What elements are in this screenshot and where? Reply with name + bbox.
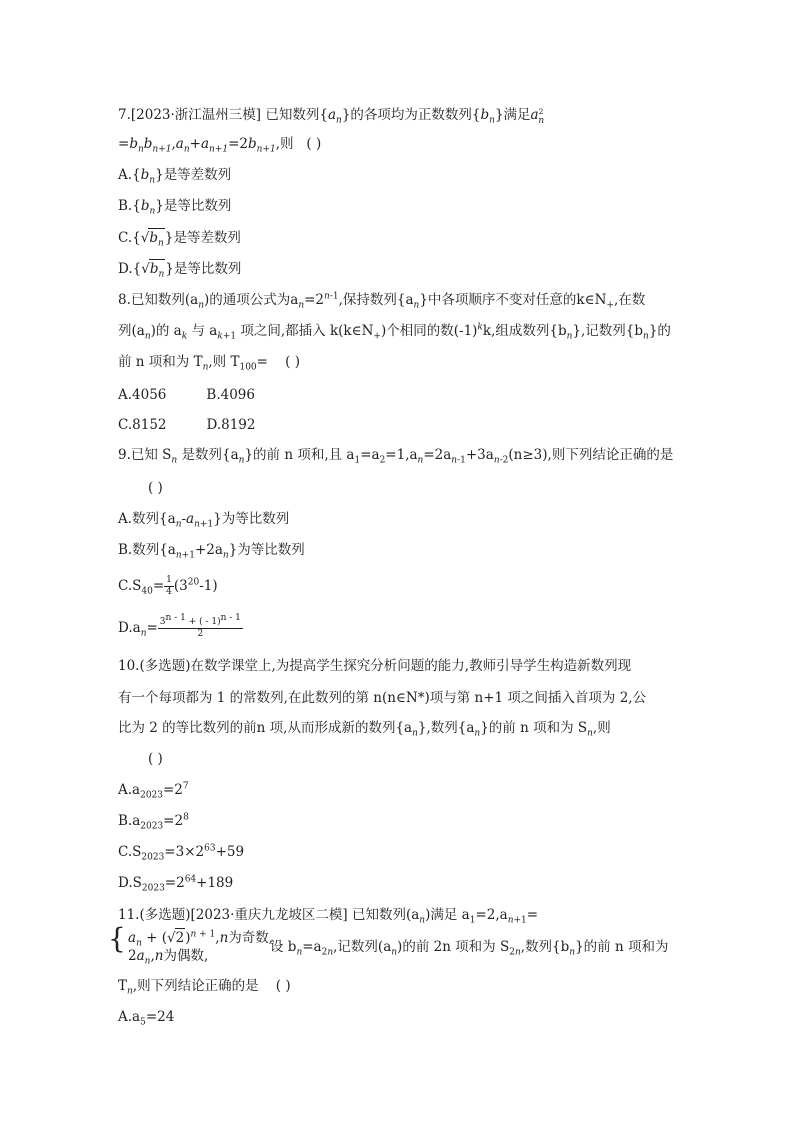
q7-stem-line2: $=b_nb_{n+1},a_n+a_{n+1}=2b_{n+1}$,则 ( ): [118, 136, 322, 155]
q8-stem-line2: 列$(a_n)$的 $a_k$ 与 $a_{k+1}$ 项之间,都插入 $k(k\in N_+)$个相同的数$(-1)^kk$,组成数列$\{b_n\}$,记数列$\{b_n\}$的: [118, 322, 671, 342]
q9-option-c: $C.S_{40}=$ $\frac{1}{4}$ $(3^{20}-1)$: [118, 575, 218, 597]
brace-glyph: {: [108, 922, 126, 955]
q10-stem-line2: 有一个每项都为 1 的常数列,在此数列的第 n(n∈N*)项与第 n+1 项之间插入首项为 2,公: [118, 690, 647, 706]
q8-stem-line1: 8.已知数列$(a_n)$的通项公式为$a_n=2^{n-1}$,保持数列$\{a_n\}$中各项顺序不变对任意的$k\in N_+$,在数: [118, 291, 646, 311]
q11-case-odd: $a_n + (√2)^{n + 1},n$为奇数,: [128, 929, 274, 949]
q7-option-c: $C.\{√b_n\}$是等差数列: [118, 230, 241, 249]
q10-option-a: $A.a_{2023}=2^7$: [118, 781, 189, 801]
q9-option-a: A.数列$\{a_n-a_{n+1}\}$为等比数列: [118, 511, 290, 530]
q11-piecewise-definition: [108, 922, 274, 967]
q7-option-a: $A.\{b_n\}$是等差数列: [118, 167, 232, 186]
q7-option-d: $D.\{√b_n\}$是等比数列: [118, 261, 242, 280]
q10-stem-line1: 10.(多选题)在数学课堂上,为提高学生探究分析问题的能力,教师引导学生构造新数列现: [118, 658, 632, 674]
q11-stem-line2: 设 $b_n=a_{2n}$,记数列$(a_n)$的前 2n 项和为 $S_{2n}$,数列$\{b_n\}$的前 n 项和为: [270, 939, 669, 958]
q11-case-even: $2a_n,n$为偶数,: [128, 948, 209, 967]
q10-option-b: $B.a_{2023}=2^8$: [118, 812, 189, 832]
q10-option-d: $D.S_{2023}=2^{64}+189$: [118, 874, 234, 894]
q11-stem-line3: $T_n$,则下列结论正确的是 ( ): [118, 978, 291, 997]
q7-stem-line1: 7.[2023·浙江温州三模] 已知数列$\{a_n\}$的各项均为正数数列$\{b_n\}$满足$a^2_n$: [118, 106, 545, 126]
q8-options-ab: A.4056 B.4096: [118, 387, 255, 403]
q10-stem-line3: 比为 2 的等比数列的前n 项,从而形成新的数列$\{a_n\}$,数列$\{a_n\}$的前 n 项和为 $S_n$,则: [118, 720, 611, 739]
q10-option-c: $C.S_{2023}=3\times 2^{63}+59$: [118, 843, 245, 863]
q9-option-b: B.数列$\{a_{n+1}+2a_n\}$为等比数列: [118, 542, 305, 561]
q9-option-d: $D.a_n=$ $\frac{3^{n - 1} + ( - 1)^{n - 1}}{2}$: [118, 613, 241, 639]
q11-option-a: $A.a_5=24$: [118, 1009, 175, 1028]
q10-answer-blank: ( ): [148, 751, 163, 767]
q9-stem-line1: 9.已知 $S_n$ 是数列$\{a_n\}$的前 n 项和,且 $a_1=a_2=1,a_n=2a_{n-1}+3a_{n-2}(n\ge 3)$,则下列结论正确的是: [118, 447, 674, 466]
q8-options-cd: C.8152 D.8192: [118, 417, 256, 433]
q9-answer-blank: ( ): [148, 480, 163, 496]
q8-stem-line3: 前 n 项和为 $T_n$,则 $T_{100}=$ ( ): [118, 354, 300, 373]
q7-option-b: $B.\{b_n\}$是等比数列: [118, 198, 232, 217]
q11-stem-line1: 11.(多选题)[2023·重庆九龙坡区二模] 已知数列$(a_n)$满足 $a_1=2,a_{n+1}=$: [118, 907, 539, 926]
